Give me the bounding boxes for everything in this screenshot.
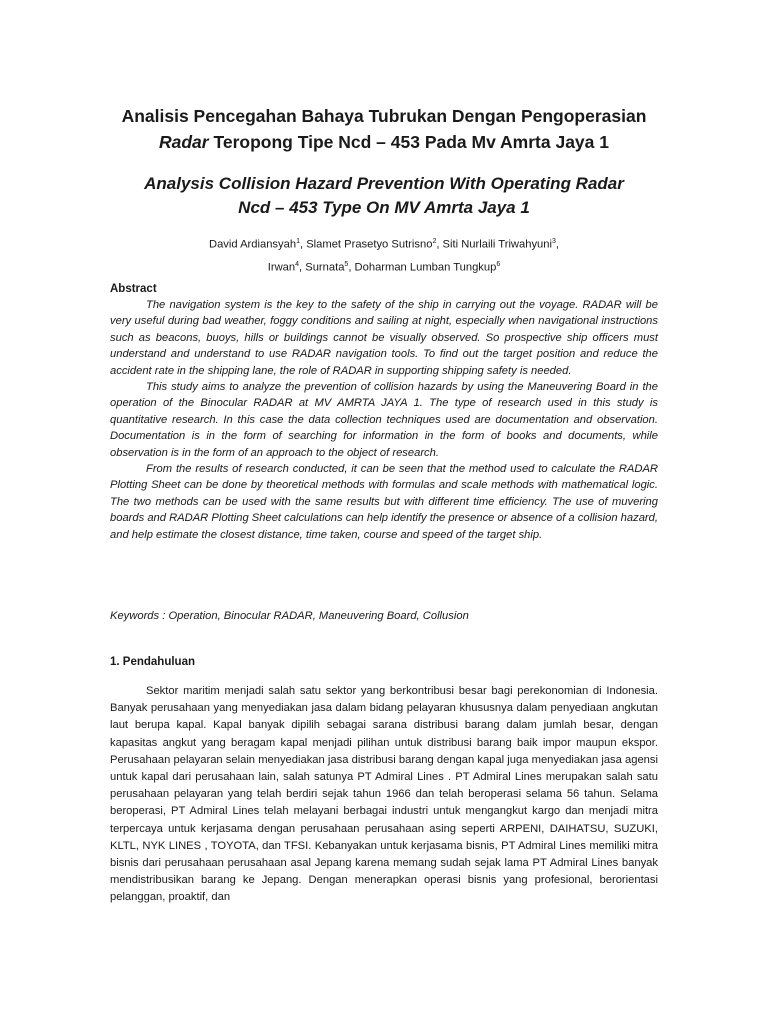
author-affiliation: 3 <box>551 238 556 245</box>
author-name: , Surnata <box>299 261 345 274</box>
abstract-paragraph: From the results of research conducted, it can be seen that the method used to calculate the RADAR Plotting Sheet can be done by theoretical methods with formulas and scale methods with mathematical logic. The two methods can be used with the same results but with different time efficiency. The use of muvering boards and RADAR Plotting Sheet calculations can help identify the presence or absence of a collision hazard, and help estimate the closest distance, time taken, course and speed of the target ship. <box>110 463 658 541</box>
author-separator: , <box>555 238 559 251</box>
title-indonesian-line2 <box>110 129 658 155</box>
author-name: , Slamet Prasetyo Sutrisno <box>299 238 433 251</box>
abstract-paragraph: This study aims to analyze the prevention of collision hazards by using the Maneuvering Board in the operation of the Binocular RADAR at MV AMRTA JAYA 1. The type of research used in this study is quantitative research. In this case the data collection techniques used are documentation and observation. Documentation is in the form of searching for information in the form of books and documents, while observation is in the form of an approach to the object of research. <box>110 381 658 459</box>
title-indonesian-line1: Analisis Pencegahan Bahaya Tubrukan Dengan Pengoperasian <box>121 106 647 126</box>
title-english-line2: Ncd – 453 Type On MV Amrta Jaya 1 <box>238 198 530 217</box>
section-heading-pendahuluan: 1. Pendahuluan <box>110 656 195 668</box>
body-paragraph: Sektor maritim menjadi salah satu sektor yang berkontribusi besar bagi perekonomian di Indonesia. Banyak perusahaan yang menyediakan jasa dalam bidang pelayaran khususnya dalam penyediaan angkutan laut berupa kapal. Kapal banyak dipilih sebagai sarana distribusi barang dalam jumlah besar, dengan kapasitas angkut yang beragam kapal menjadi pilihan untuk distribusi barang baik impor maupun ekspor. Perusahaan pelayaran selain menyediakan jasa distribusi barang dengan kapal juga menyediakan jasa agensi untuk kapal dari perusahaan lain, salah satunya PT Admiral Lines . PT Admiral Lines merupakan salah satu perusahaan pelayaran yang telah berdiri sejak tahun 1966 dan telah beroperasi selama 56 tahun. Selama beroperasi, PT Admiral Lines telah melayani berbagai industri untuk mengangkut kargo dan menjadi mitra terpercaya untuk kerjasama dengan perusahaan perusahaan asing seperti ARPENI, DAIHATSU, SUZUKI, KLTL, NYK LINES , TOYOTA, dan TFSI. Kebanyakan untuk kerjasama bisnis, PT Admiral Lines memiliki mitra bisnis dari perusahaan perusahaan asal Jepang karena memang sudah sejak lama PT Admiral Lines banyak mendistribusikan barang ke Jepang. Dengan menerapkan operasi bisnis yang profesional, berorientasi pelanggan, proaktif, dan <box>110 685 658 904</box>
author-affiliation: 1 <box>296 238 300 245</box>
section-body <box>110 683 658 907</box>
author-name: , Doharman Lumban Tungkup <box>348 261 497 274</box>
author-name: , Siti Nurlaili Triwahyuni <box>436 238 552 251</box>
title-radar-italic: Radar <box>159 132 209 152</box>
author-affiliation: 5 <box>344 260 349 268</box>
abstract-paragraph: The navigation system is the key to the safety of the ship in carrying out the voyage. RADAR will be very useful during bad weather, foggy conditions and sailing at night, especially when navigational instructions such as beacons, buoys, hills or buildings cannot be visually observed. So prospective ship officers must understand and understand to use RADAR navigation tools. To find out the target position and reduce the accident rate in the shipping lane, the role of RADAR in supporting shipping safety is needed. <box>110 299 658 377</box>
author-affiliation: 6 <box>496 260 501 268</box>
keywords: Keywords : Operation, Binocular RADAR, Maneuvering Board, Collusion <box>110 610 469 622</box>
title-indonesian-line2-rest: Teropong Tipe Ncd – 453 Pada Mv Amrta Jaya 1 <box>208 132 609 152</box>
author-line2 <box>110 255 658 278</box>
title-english <box>110 172 658 220</box>
title-indonesian <box>110 103 658 155</box>
author-name: David Ardiansyah <box>209 238 297 251</box>
abstract-body <box>110 297 658 543</box>
author-list <box>110 232 658 277</box>
author-affiliation: 4 <box>295 260 300 268</box>
author-name: Irwan <box>267 261 296 274</box>
abstract-heading: Abstract <box>110 283 157 295</box>
title-english-line1: Analysis Collision Hazard Prevention With Operating Radar <box>144 174 624 193</box>
author-line1 <box>110 232 658 255</box>
author-affiliation: 2 <box>432 238 437 245</box>
